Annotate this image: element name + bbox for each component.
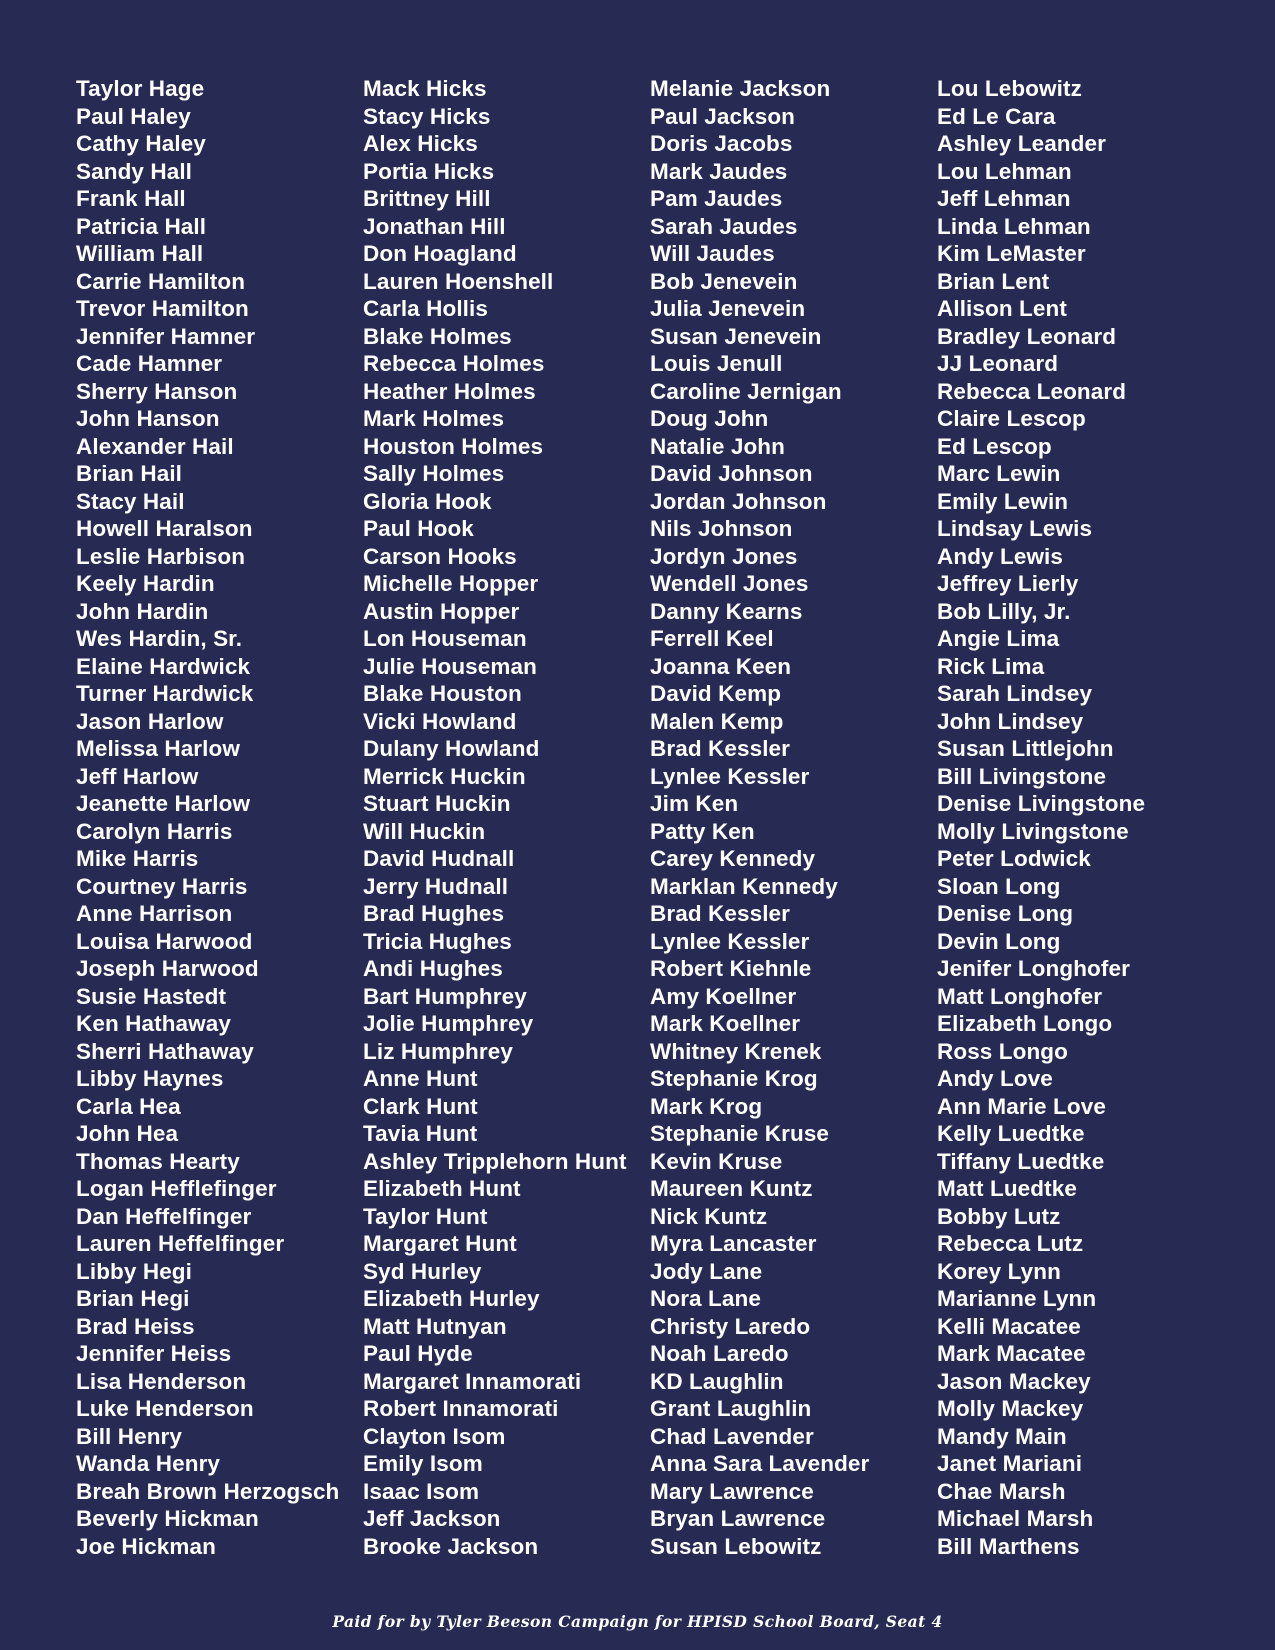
endorser-name: Nick Kuntz [650, 1203, 768, 1229]
endorser-name: Rebecca Holmes [363, 351, 545, 376]
endorser-name: Molly Mackey [937, 1396, 1084, 1421]
endorser-name: Alexander Hail [76, 433, 234, 459]
endorser-name: Courtney Harris [76, 873, 248, 899]
endorser-name: Janet Mariani [937, 1451, 1083, 1476]
endorser-name: Sloan Long [937, 873, 1061, 899]
endorser-name: Chad Lavender [650, 1423, 814, 1449]
endorser-name: Patty Ken [650, 818, 755, 844]
endorser-name: David Johnson [650, 461, 813, 486]
endorser-name: Jonathan Hill [363, 213, 506, 239]
endorser-name: Nils Johnson [650, 516, 793, 541]
endorser-name: Carey Kennedy [650, 846, 816, 871]
endorser-name: Robert Kiehnle [650, 956, 812, 981]
endorser-name: Will Jaudes [650, 241, 775, 266]
endorser-name: David Hudnall [363, 846, 515, 871]
endorser-name: Kelly Luedtke [937, 1121, 1085, 1146]
endorser-name: Devin Long [937, 928, 1061, 954]
endorser-name: Marklan Kennedy [650, 873, 838, 899]
endorser-name: Jim Ken [650, 791, 739, 816]
endorser-name: Lisa Henderson [76, 1368, 247, 1394]
endorser-name: Anne Harrison [76, 901, 233, 926]
endorser-name: Doug John [650, 406, 769, 431]
endorser-name: Andi Hughes [363, 956, 503, 981]
endorser-name: Peter Lodwick [937, 846, 1091, 871]
endorser-name: Myra Lancaster [650, 1231, 817, 1256]
endorser-name: William Hall [76, 241, 204, 266]
endorser-name: Robert Innamorati [363, 1396, 559, 1421]
endorser-name: Julie Houseman [363, 653, 537, 679]
endorser-name: Isaac Isom [363, 1478, 480, 1504]
endorser-name: Logan Hefflefinger [76, 1176, 277, 1201]
endorser-name: Bradley Leonard [937, 323, 1117, 349]
endorser-name: Carrie Hamilton [76, 268, 246, 294]
endorser-name: Mary Lawrence [650, 1478, 814, 1504]
endorser-name: Ross Longo [937, 1038, 1068, 1064]
endorser-name: Bart Humphrey [363, 983, 527, 1009]
endorser-name: Jason Mackey [937, 1368, 1091, 1394]
endorser-name: Kelli Macatee [937, 1313, 1081, 1339]
endorser-name: Susie Hastedt [76, 983, 227, 1009]
endorser-name: Stephanie Kruse [650, 1121, 830, 1146]
endorser-name: Elizabeth Longo [937, 1011, 1113, 1036]
endorser-name: Kim LeMaster [937, 241, 1086, 266]
endorser-name: John Hea [76, 1121, 179, 1146]
endorser-name: Paul Jackson [650, 103, 796, 129]
endorser-name: Malen Kemp [650, 708, 784, 734]
endorser-name: Breah Brown Herzogsch [76, 1478, 340, 1504]
endorser-name: Allison Lent [937, 296, 1067, 321]
paid-for-disclaimer: Paid for by Tyler Beeson Campaign for HPISD School Board, Seat 4 [332, 1612, 943, 1631]
endorser-name: Leslie Harbison [76, 543, 246, 569]
endorser-name: Nora Lane [650, 1286, 761, 1311]
endorser-name: Bill Livingstone [937, 763, 1107, 789]
endorser-columns [76, 75, 1236, 1560]
endorser-name: Joanna Keen [650, 653, 792, 679]
endorser-name: Libby Hegi [76, 1258, 193, 1284]
endorser-name: Taylor Hage [76, 76, 205, 101]
endorser-name: Bobby Lutz [937, 1203, 1061, 1229]
endorser-name: Louisa Harwood [76, 928, 253, 954]
endorser-name: Gloria Hook [363, 488, 492, 514]
endorser-name: Brad Kessler [650, 901, 791, 926]
endorser-name: Denise Livingstone [937, 791, 1146, 816]
endorser-name: Jeff Lehman [937, 186, 1071, 211]
endorser-name: Matt Hutnyan [363, 1313, 507, 1339]
endorser-name: Howell Haralson [76, 516, 253, 541]
endorser-name: Matt Luedtke [937, 1176, 1077, 1201]
endorser-name: Carla Hea [76, 1093, 181, 1119]
endorser-name: Mike Harris [76, 846, 199, 871]
endorser-name: Paul Hyde [363, 1341, 473, 1366]
endorser-name: Jordan Johnson [650, 488, 827, 514]
endorser-name: Ken Hathaway [76, 1011, 231, 1036]
endorser-name: Paul Haley [76, 103, 191, 129]
endorser-name: Kevin Kruse [650, 1148, 783, 1174]
endorser-name: Thomas Hearty [76, 1148, 240, 1174]
endorser-name: Sandy Hall [76, 158, 193, 184]
endorser-name: Caroline Jernigan [650, 378, 842, 404]
endorser-name: Ed Lescop [937, 433, 1052, 459]
endorser-name: Sherri Hathaway [76, 1038, 254, 1064]
endorser-name: Carla Hollis [363, 296, 488, 321]
endorser-name: Ed Le Cara [937, 103, 1056, 129]
endorser-name: Jerry Hudnall [363, 873, 509, 899]
endorser-name: Michael Marsh [937, 1506, 1094, 1531]
endorser-name: Doris Jacobs [650, 131, 793, 156]
endorser-name: Tricia Hughes [363, 928, 512, 954]
endorser-name: Stacy Hail [76, 488, 185, 514]
endorser-name: Mark Krog [650, 1093, 763, 1119]
endorser-name: Mark Koellner [650, 1011, 801, 1036]
endorser-name: Denise Long [937, 901, 1074, 926]
endorser-name: David Kemp [650, 681, 782, 706]
endorser-name: John Hanson [76, 406, 220, 431]
endorser-name: Keely Hardin [76, 571, 215, 596]
endorser-name: John Lindsey [937, 708, 1084, 734]
endorser-name: Andy Love [937, 1066, 1053, 1091]
endorser-name: Blake Holmes [363, 323, 512, 349]
name-column-1 [76, 75, 363, 1560]
endorser-name: Carolyn Harris [76, 818, 233, 844]
endorser-name: Louis Jenull [650, 351, 783, 376]
endorser-name: Paul Hook [363, 516, 474, 541]
endorser-name: Ashley Leander [937, 131, 1106, 156]
endorser-name: Stephanie Krog [650, 1066, 818, 1091]
endorser-name: Mark Jaudes [650, 158, 788, 184]
endorser-name: Austin Hopper [363, 598, 520, 624]
endorser-name: Anne Hunt [363, 1066, 478, 1091]
endorser-name: Syd Hurley [363, 1258, 482, 1284]
endorser-name: Korey Lynn [937, 1258, 1061, 1284]
endorser-name: Mack Hicks [363, 76, 487, 101]
endorser-name: Lon Houseman [363, 626, 527, 651]
endorser-name: Margaret Hunt [363, 1231, 517, 1256]
endorser-name: Ashley Tripplehorn Hunt [363, 1148, 627, 1174]
name-column-4 [937, 75, 1224, 1560]
endorser-name: Matt Longhofer [937, 983, 1103, 1009]
endorser-name: Jeanette Harlow [76, 791, 251, 816]
endorser-name: Susan Lebowitz [650, 1533, 822, 1559]
endorser-name: Danny Kearns [650, 598, 803, 624]
endorser-name: Emily Lewin [937, 488, 1069, 514]
endorser-name: Susan Jenevein [650, 323, 822, 349]
endorser-name: Jeffrey Lierly [937, 571, 1079, 596]
endorser-name: Trevor Hamilton [76, 296, 249, 321]
endorser-name: Joe Hickman [76, 1533, 216, 1559]
endorser-name: Anna Sara Lavender [650, 1451, 870, 1476]
endorser-name: Sally Holmes [363, 461, 505, 486]
endorser-name: Rick Lima [937, 653, 1045, 679]
endorser-name: Lou Lehman [937, 158, 1072, 184]
endorser-name: Natalie John [650, 433, 785, 459]
endorser-name: Cathy Haley [76, 131, 206, 156]
endorser-name: Sarah Lindsey [937, 681, 1093, 706]
endorser-name: Lynlee Kessler [650, 763, 810, 789]
endorser-name: Melissa Harlow [76, 736, 240, 761]
endorser-name: Brian Lent [937, 268, 1050, 294]
endorser-name: KD Laughlin [650, 1368, 784, 1394]
endorser-name: Dan Heffelfinger [76, 1203, 252, 1229]
endorser-name: Joseph Harwood [76, 956, 259, 981]
endorser-name: Wendell Jones [650, 571, 809, 596]
endorser-name: Lou Lebowitz [937, 76, 1082, 101]
endorser-name: Sarah Jaudes [650, 213, 798, 239]
endorser-name: Alex Hicks [363, 131, 478, 156]
endorser-name: Julia Jenevein [650, 296, 806, 321]
endorser-name: Brooke Jackson [363, 1533, 539, 1559]
endorser-name: Jeff Harlow [76, 763, 199, 789]
endorser-name: Stuart Huckin [363, 791, 511, 816]
endorser-name: Beverly Hickman [76, 1506, 259, 1531]
endorser-name: Brad Hughes [363, 901, 505, 926]
endorser-name: Brad Kessler [650, 736, 791, 761]
endorser-name: Brian Hegi [76, 1286, 190, 1311]
endorser-name: Pam Jaudes [650, 186, 783, 211]
endorser-name: Taylor Hunt [363, 1203, 488, 1229]
endorser-name: Mark Macatee [937, 1341, 1086, 1366]
endorser-name: Wes Hardin, Sr. [76, 626, 243, 651]
endorser-name: Melanie Jackson [650, 76, 831, 101]
endorser-name: Lauren Heffelfinger [76, 1231, 285, 1256]
endorser-name: Sherry Hanson [76, 378, 238, 404]
endorser-name: Elaine Hardwick [76, 653, 251, 679]
endorser-name: Rebecca Leonard [937, 378, 1127, 404]
endorser-name: Jennifer Hamner [76, 323, 256, 349]
endorser-name: Dulany Howland [363, 736, 540, 761]
endorser-name: Jordyn Jones [650, 543, 798, 569]
endorser-name: Marc Lewin [937, 461, 1061, 486]
endorser-name: Wanda Henry [76, 1451, 221, 1476]
endorser-name: Bob Jenevein [650, 268, 798, 294]
endorser-name: JJ Leonard [937, 351, 1059, 376]
name-column-2 [363, 75, 650, 1560]
endorser-name: Vicki Howland [363, 708, 517, 734]
endorser-name: Carson Hooks [363, 543, 517, 569]
endorser-name: Elizabeth Hurley [363, 1286, 540, 1311]
endorser-name: Blake Houston [363, 681, 522, 706]
endorser-name: Mandy Main [937, 1423, 1067, 1449]
endorser-name: Jenifer Longhofer [937, 956, 1130, 981]
endorser-name: Luke Henderson [76, 1396, 254, 1421]
endorser-name: Whitney Krenek [650, 1038, 822, 1064]
endorser-name: Bill Marthens [937, 1533, 1080, 1559]
endorser-name: Libby Haynes [76, 1066, 224, 1091]
endorser-name: Angie Lima [937, 626, 1060, 651]
endorser-name: Bryan Lawrence [650, 1506, 826, 1531]
endorser-name: Tavia Hunt [363, 1121, 478, 1146]
endorser-name: Frank Hall [76, 186, 186, 211]
endorser-name: Chae Marsh [937, 1478, 1066, 1504]
endorser-name: Jason Harlow [76, 708, 224, 734]
endorser-name: Turner Hardwick [76, 681, 254, 706]
endorser-name: Jeff Jackson [363, 1506, 501, 1531]
endorser-name: Mark Holmes [363, 406, 505, 431]
endorser-name: Tiffany Luedtke [937, 1148, 1105, 1174]
endorser-name: Jolie Humphrey [363, 1011, 534, 1036]
endorser-name: Michelle Hopper [363, 571, 539, 596]
endorser-name: Houston Holmes [363, 433, 544, 459]
endorser-name: Claire Lescop [937, 406, 1086, 431]
endorser-name: Brad Heiss [76, 1313, 195, 1339]
endorser-name: Jennifer Heiss [76, 1341, 232, 1366]
endorser-name: Ann Marie Love [937, 1093, 1106, 1119]
endorser-name: Liz Humphrey [363, 1038, 513, 1064]
endorser-name: Molly Livingstone [937, 818, 1129, 844]
endorser-name: Clayton Isom [363, 1423, 506, 1449]
endorser-name: Brian Hail [76, 461, 183, 486]
endorser-name: Ferrell Keel [650, 626, 774, 651]
endorser-name: Cade Hamner [76, 351, 223, 376]
endorser-name: Rebecca Lutz [937, 1231, 1084, 1256]
endorser-name: Noah Laredo [650, 1341, 789, 1366]
endorser-name: Patricia Hall [76, 213, 207, 239]
endorser-name: Don Hoagland [363, 241, 517, 266]
endorser-name: Portia Hicks [363, 158, 495, 184]
endorser-name: Margaret Innamorati [363, 1368, 582, 1394]
endorser-name: Elizabeth Hunt [363, 1176, 521, 1201]
endorser-name: Lauren Hoenshell [363, 268, 554, 294]
endorser-name: Christy Laredo [650, 1313, 811, 1339]
endorser-name: Clark Hunt [363, 1093, 478, 1119]
endorser-name: Bob Lilly, Jr. [937, 598, 1071, 624]
endorser-name: Bill Henry [76, 1423, 183, 1449]
endorser-name: Susan Littlejohn [937, 736, 1114, 761]
endorser-name: Maureen Kuntz [650, 1176, 813, 1201]
endorser-name: Linda Lehman [937, 213, 1091, 239]
endorser-name: Marianne Lynn [937, 1286, 1097, 1311]
endorser-name: Will Huckin [363, 818, 486, 844]
endorser-name: Jody Lane [650, 1258, 763, 1284]
endorser-name: Emily Isom [363, 1451, 483, 1476]
endorser-name: Merrick Huckin [363, 763, 526, 789]
endorser-name: Lynlee Kessler [650, 928, 810, 954]
endorser-name: John Hardin [76, 598, 209, 624]
endorser-name: Heather Holmes [363, 378, 536, 404]
endorser-name: Brittney Hill [363, 186, 491, 211]
endorser-name: Amy Koellner [650, 983, 797, 1009]
name-column-3 [650, 75, 937, 1560]
endorser-name: Grant Laughlin [650, 1396, 812, 1421]
endorser-name: Stacy Hicks [363, 103, 491, 129]
endorser-name: Andy Lewis [937, 543, 1064, 569]
endorser-name: Lindsay Lewis [937, 516, 1093, 541]
